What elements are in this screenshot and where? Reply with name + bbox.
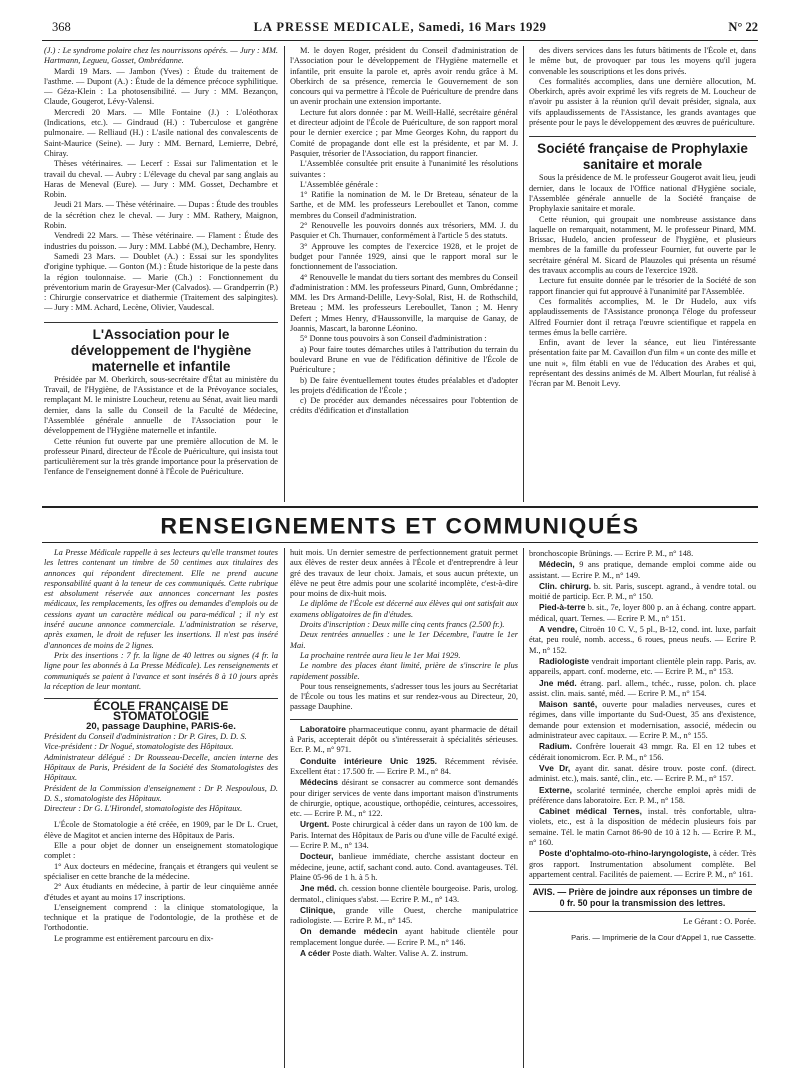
ad-text: banlieue immédiate, cherche assistant docteur en médecine, jeune, actif, sachant cond. auto. Cond. avantageuses. Tél. Plaine 05-96 de 1 h. à 5 h.: [290, 852, 518, 882]
ad-text: vendrait important clientèle plein rapp. Paris, av. appareils, appart. conf. moderne, etc. — Ecrire P. M., n° 153.: [529, 656, 756, 677]
article-paragraph: 5° Donne tous pouvoirs à son Conseil d'administration :: [300, 334, 487, 344]
school-paragraph: huit mois. Un dernier semestre de perfectionnement gratuit permet aux élèves de rester deux années à l'École et d'entreprendre à leur gré des travaux de leur choix. Jamais, et sous aucun prétexte, un élève ne peut être admis pour une scolarité incomplète, c'est-à-dire pour moins de dix-huit mois.: [290, 548, 518, 599]
classified-ad: [290, 926, 518, 948]
article-paragraph: Ces formalités accomplies, dans une dernière allocution, M. Oberkirch, après avoir exprimé les vifs regrets de M. Loucheur de n'avoir pu assister à la réunion qu'il devait présider, signala, aux vifs applaudissements de l'Assistance, les grands avantages que présente pour le pays le développement des œuvres de puériculture.: [529, 76, 756, 128]
classified-ad: [290, 948, 518, 959]
thesis-entry: Samedi 23 Mars. — Doublet (A.) : Essai sur les spondylites d'origine typhique. — Gonton (M.) : Étude historique de la peste dans la région toulonnaise. — Marie (Ch.) : Fonctionnement du préventorium marin de Grayesur-Mer (Calvados). — Grandperrin (P.) : Chirurgie conservatrice et diathermie (Traitement des salpingites). — Jury : MM. Achard, Lecène, Olivier, Vaudescal.: [44, 251, 278, 313]
ad-text: Citroën 10 C. V., 5 pl., B-12, cond. int. luxe, parfait état, peu roulé, nomb. access., 6 roues, pneus neufs. — Ecrire P. M., n° 152.: [529, 625, 756, 655]
thesis-entry: Mardi 19 Mars. — Jambon (Yves) : Étude du traitement de l'asthme. — Dupont (A.) : Étude de la démence précoce syphilitique. — Géza-Klein : La photosensibilité. — Jury : MM. Bezançon, Claude, Gougerot, Lévy-Valensi.: [44, 66, 278, 107]
school-paragraph: L'École de Stomatologie a été créée, en 1909, par le Dr L. Cruet, élève de Magitot et ancien interne des Hôpitaux de Paris.: [44, 820, 278, 840]
ad-text: pharmaceutique connu, ayant pharmacie de détail à Paris, accepterait dépôt ou s'intéresserait à spécialités sérieuses. Ecr. P. M., n° 971.: [290, 724, 518, 755]
ad-heading: Cabinet médical Ternes,: [539, 806, 643, 817]
school-paragraph: 2° Aux étudiants en médecine, à partir de leur cinquième année d'études et ayant au moins 17 inscriptions.: [44, 882, 278, 902]
article-paragraph: 1° Ratifie la nomination de M. le Dr Breteau, sénateur de la Sarthe, et de MM. les professeurs Lereboullet et Tanon, comme membres du Conseil d'administration.: [290, 190, 518, 220]
ad-heading: Médecin,: [539, 559, 575, 570]
banner-rule: [42, 542, 758, 543]
top-column-3: [529, 46, 756, 502]
classified-ad: [290, 756, 518, 778]
classified-ad: [529, 806, 756, 848]
ad-text: b. sit., 7e, loyer 800 p. an à échang. contre appart. médical, quart. Ternes. — Ecrire P. M., n° 151.: [529, 603, 756, 623]
school-paragraph: Le nombre des places étant limité, prière de s'inscrire le plus rapidement possible.: [290, 661, 518, 681]
classified-ad: [290, 905, 518, 927]
section-divider: [44, 698, 278, 699]
ad-text: Récemment révisée. Excellent état : 17.500 fr. — Ecrire P. M., n° 84.: [290, 756, 518, 776]
ad-text: bronchoscopie Brünings. — Ecrire P. M., n° 148.: [529, 549, 694, 558]
ad-text: instal. très confortable, ultra-violets, etc., est à la disposition de médecin plusieurs fois par semaine. Tél. le matin Carnot 86-90 de 10 à 12 h. — Ecrire P. M., n° 160.: [529, 807, 756, 848]
ad-heading: Vve Dr,: [539, 762, 571, 773]
notice-prices: Prix des insertions : 7 fr. la ligne de 40 lettres ou signes (4 fr. la ligne pour les abonnés à La Presse Médicale). Les renseignements et communiqués se paient à l'avance et sont insérés 8 à 10 jours après la réception de leur montant.: [44, 650, 278, 691]
article-paragraph: 4° Renouvelle le mandat du tiers sortant des membres du Conseil d'administration : MM. les professeurs Pinard, Gunn, Ombrédanne ; MM. les Drs Armand-Delille, Levy-Solal, Rist, H. de Rothschild, Breteau ; MM. les professeurs Lereboullet, Tanon ; M. Henry Defert ; Mmes Henry, d'Haussonville, la marquise de Ganay, de Joannis, Mascart, la baronne Léonino.: [290, 272, 518, 334]
journal-name: LA PRESSE MEDICALE,: [253, 20, 415, 34]
article-paragraph: Cette réunion fut ouverte par une première allocution de M. le professeur Pinard, directeur de l'École de Puériculture, qui insista tout particulièrement sur la très grande importance pour la préservation de l'enfance de l'enseignement donné à l'École de Puériculture.: [44, 436, 278, 477]
classified-ad: [529, 699, 756, 741]
article-paragraph: b) De faire éventuellement toutes études préalables et d'adopter les projets d'édification de l'École ;: [290, 375, 518, 395]
ad-heading: Conduite intérieure Unic 1925.: [300, 755, 437, 766]
staff-line: Vice-président : Dr Nogué, stomatologiste des Hôpitaux.: [44, 742, 234, 752]
article-paragraph: M. le doyen Roger, président du Conseil d'administration de l'Association pour le développement de l'Hygiène maternelle et infantile, prit ensuite la parole et, après avoir rendu grâce à M. Oberkirch de sa présence, remercia le Gouvernement de son concours qui va permettre à l'École de Puériculture de prendre dans un avenir prochain une extension importante.: [290, 46, 518, 107]
classified-ad: [529, 559, 756, 581]
article-paragraph: c) De procéder aux demandes nécessaires pour l'obtention de crédits d'édification et d'installation: [290, 396, 518, 416]
classified-ad: [529, 785, 756, 807]
ad-heading: Radium.: [539, 741, 572, 752]
school-paragraph: La prochaine rentrée aura lieu le 1er Mai 1929.: [300, 650, 461, 660]
ad-heading: Poste d'ophtalmo-oto-rhino-laryngologiste,: [539, 848, 711, 859]
school-title: ÉCOLE FRANÇAISE DE STOMATOLOGIE: [93, 699, 229, 724]
ad-text: désirant se consacrer au commerce sont demandés pour diriger services de vente dans important maison d'instruments de chirurgie, optique, acoustique, orthopédie, ceintures, accessoires, etc. — Ecrire P. M., n° 122.: [290, 778, 518, 819]
staff-line: Directeur : Dr G. L'Hirondel, stomatologiste des Hôpitaux.: [44, 804, 243, 814]
school-paragraph: Deux rentrées annuelles : une le 1er Décembre, l'autre le 1er Mai.: [290, 630, 518, 650]
ad-heading: Maison santé,: [539, 699, 598, 710]
bottom-column-3: [529, 548, 756, 1068]
avis-notice: AVIS. — Prière de joindre aux réponses un timbre de 0 fr. 50 pour la transmission des lettres.: [529, 884, 756, 912]
ad-text: Confrère louerait 43 mmgr. Ra. El en 12 tubes et cédérait ionomicrom. Ecr. P. M., n° 156.: [529, 742, 756, 762]
ad-heading: Clin. chirurg.: [539, 580, 592, 591]
ad-heading: A céder: [300, 947, 331, 958]
top-column-1: [44, 46, 278, 502]
article-paragraph: L'Assemblée générale :: [300, 179, 378, 189]
thesis-entry: Jeudi 21 Mars. — Thèse vétérinaire. — Dupas : Étude des troubles de la sécrétion chez le cheval. — Jury : MM. Rathery, Maignon, Robin.: [44, 200, 278, 231]
ad-text: à céder. Très gros rapport. Instrumentation absolument complète. Bel appartement central. Facilités de paiement. — Ecrire P. M., n° 161.: [529, 849, 756, 879]
classified-ad: [529, 624, 756, 656]
ad-heading: On demande médecin: [300, 926, 398, 937]
classified-ad: [290, 819, 518, 851]
school-paragraph: Le programme est entièrement parcouru en dix-: [54, 933, 214, 943]
section-divider: [529, 136, 756, 137]
ad-heading: A vendre,: [539, 624, 578, 635]
school-paragraph: L'enseignement comprend : la clinique stomatologique, la technique et la pratique de l'odontologie, de la prothèse et de l'orthodontie.: [44, 902, 278, 933]
thesis-entry: Vendredi 22 Mars. — Thèse vétérinaire. — Flament : Étude des industries du poisson. — Jury : MM. Labbé (M.), Dechambre, Henry.: [44, 231, 278, 251]
classified-ad: [290, 724, 518, 756]
header-title: [42, 20, 758, 35]
top-column-2: [290, 46, 518, 502]
article-paragraph: Enfin, avant de lever la séance, eut lieu l'intéressante présentation faite par M. Cavaillon d'un film « un conte des mille et une nuit », film établi en vue de l'éducation des Arabes et qui, représentant des dessins animés de M. Albert Mourlan, fut réalisé à l'écran par M. Benoit Levy.: [529, 338, 756, 389]
thesis-entry: Thèses vétérinaires. — Lecerf : Essai sur l'alimentation et le travail du cheval. — Aubry : L'élevage du cheval par sang anglais au Haras de Meneval (Eure). — Jury : MM. Gosset, Dechambre et Robin.: [44, 159, 278, 200]
classified-ad: [529, 741, 756, 763]
ad-heading: Pied-à-terre: [539, 602, 586, 613]
staff-line: Président du Conseil d'administration : Dr P. Gires, D. D. S.: [44, 732, 247, 742]
article-paragraph: Sous la présidence de M. le professeur Gougerot avait lieu, jeudi dernier, dans le locaux de l'Office national d'Hygiène sociale, l'Assemblée générale annuelle de la Société française de Prophylaxie sanitaire et morale.: [529, 173, 756, 214]
classified-ad: [290, 883, 518, 905]
ad-text: 9 ans pratique, demande emploi comme aide ou assistant. — Ecrire P. M., n° 149.: [529, 560, 756, 580]
ad-text: étrang. parl. allem., tchéc., russe, polon. ch. place assist. clin. mais. santé, méd. — Ecrire P. M., n° 154.: [529, 678, 756, 698]
article-paragraph: des divers services dans les futurs bâtiments de l'École et, dans le même but, de provoquer par tous les moyens qu'il jugera convenable les souscriptions et les dons privés.: [529, 46, 756, 76]
ad-heading: Laboratoire: [300, 723, 346, 734]
classified-ad: [529, 581, 756, 603]
ad-heading: Urgent.: [300, 819, 330, 830]
article-paragraph: a) Pour faire toutes démarches utiles à l'attribution du terrain du boulevard Brune en vue de l'édification définitive de l'École de Puériculture ;: [290, 344, 518, 375]
column-rule: [523, 46, 524, 502]
section-banner: RENSEIGNEMENTS ET COMMUNIQUÉS: [160, 513, 640, 539]
header-rule: [42, 40, 758, 41]
ad-text: b. sit. Paris, suscept. agrand., à vendre total. ou moitié de particip. Ecr. P. M., n° 150.: [529, 581, 756, 602]
ad-text: grande ville Ouest, cherche manipulatrice radiologiste. — Ecrire P. M., n° 145.: [290, 905, 518, 926]
ad-heading: Clinique,: [300, 904, 336, 915]
classified-ad: [529, 678, 756, 700]
ad-heading: Médecins: [300, 777, 339, 788]
ad-text: Poste chirurgical à céder dans un rayon de 100 km. de Paris. Internat des Hôpitaux de Paris ou d'une ville de Faculté exigé. — Ecrire P. M., n° 134.: [290, 820, 518, 851]
notice-intro: La Presse Médicale rappelle à ses lecteurs qu'elle transmet toutes les lettres contenant un timbre de 50 centimes aux titulaires des annonces qui répondent directement. Elle ne prend aucune responsabilité quant à la teneur de ces communiqués. Cette rubrique est absolument réservée aux annonces concernant les postes médicaux, les remplacements, les offres ou demandes d'emplois ou de cessions ayant un caractère médical ou para-médical ; il n'y est inséré aucune annonce commerciale. L'administration se réserve, après examen, le droit de refuser les insertions. Il n'est pas inséré d'annonces de moins de 2 lignes.: [44, 548, 278, 650]
article-paragraph: L'Assemblée consultée prit ensuite à l'unanimité les résolutions suivantes :: [290, 159, 518, 179]
article-paragraph: 2° Renouvelle les pouvoirs donnés aux trésoriers, MM. J. du Pasquier et Ch. Thurnauer, conformément à l'article 5 des statuts.: [290, 221, 518, 241]
classified-ad: [290, 777, 518, 819]
article-title: L'Association pour le développement de l'hygiène maternelle et infantile: [70, 326, 252, 374]
classified-ad: [529, 848, 756, 880]
ad-heading: Jne méd.: [539, 677, 577, 688]
article-paragraph: Cette réunion, qui groupait une nombreuse assistance dans laquelle on remarquait, notamment, M. le professeur Pinard, MM. Brissac, Hudelo, ancien professeur de l'hygiène, et plusieurs membres de la famille du professeur Fournier, fut ouverte par le secrétaire général M. Sicard de Plauzoles qui présenta un résumé des travaux accomplis au cours de l'exercice 1928.: [529, 214, 756, 276]
ad-heading: Radiologiste: [539, 655, 590, 666]
article-title: Société française de Prophylaxie sanitaire et morale: [537, 141, 748, 173]
page-number: 368: [52, 20, 71, 34]
ad-text: Poste diath. Walter. Valise A. Z. instrum.: [332, 948, 468, 958]
column-rule: [284, 548, 285, 1068]
column-rule: [523, 548, 524, 1068]
article-paragraph: Présidée par M. Oberkirch, sous-secrétaire d'État au ministère du Travail, de l'Hygiène, de l'Assistance et de la Prévoyance sociales, remplaçant M. le ministre Loucheur, retenu au Sénat, avait lieu mardi dernier, dans la salle du Conseil de la Faculté de Médecine, l'Assemblée générale annuelle de l'Association pour le développement de l'Hygiène maternelle et infantile.: [44, 374, 278, 436]
section-divider: [44, 322, 278, 323]
issue-number: N° 22: [728, 20, 758, 34]
column-rule: [284, 46, 285, 502]
banner-rule: [42, 506, 758, 508]
section-divider: [290, 719, 518, 720]
bottom-column-2: [290, 548, 518, 1068]
ad-heading: Docteur,: [300, 851, 334, 862]
school-paragraph: Le diplôme de l'École est décerné aux élèves qui ont satisfait aux examens obligatoires de fin d'études.: [290, 599, 518, 619]
school-paragraph: Droits d'inscription : Deux mille cinq cents francs (2.500 fr.).: [300, 620, 505, 630]
ad-heading: Externe,: [539, 784, 572, 795]
school-paragraph: Elle a pour objet de donner un enseignement stomatologique complet :: [44, 841, 278, 861]
issue-date: Samedi, 16 Mars 1929: [418, 20, 547, 34]
ad-text: ch. cession bonne clientèle bourgeoise. Paris, urolog. dermatol., cliniques s'abst. — Ecrire P. M., n° 143.: [290, 884, 518, 904]
printer-line: Paris. — Imprimerie de la Cour d'Appel 1, rue Cassette.: [571, 932, 756, 942]
ad-heading: Jne méd.: [300, 883, 337, 894]
gerant-line: Le Gérant : O. Porée.: [683, 916, 756, 927]
classified-ad: [529, 656, 756, 678]
article-paragraph: Lecture fut ensuite donnée par le trésorier de la Société de son rapport financier qui fut approuvé à l'unanimité par l'Assemblée.: [529, 276, 756, 296]
article-paragraph: Lecture fut alors donnée : par M. Weill-Hallé, secrétaire général et directeur adjoint de l'École de Puériculture, de son rapport moral pour le dernier exercice ; par Mme Georges Kohn, du rapport du Comité de propagande dont elle est la présidente, et par M. J. Pasquier, trésorier de l'Association, du rapport financier.: [290, 107, 518, 158]
ad-text: ayant habitude clientèle pour remplacement longue durée. — Ecrire P. M., n° 146.: [290, 927, 518, 947]
school-address: 20, passage Dauphine, PARIS-6e.: [86, 720, 236, 732]
classified-ad: [529, 548, 756, 559]
thesis-entry: (J.) : Le syndrome polaire chez les nourrissons opérés. — Jury : MM. Hartmann, Legueu, Gosset, Ombrédanne.: [44, 46, 278, 66]
thesis-entry: Mercredi 20 Mars. — Mlle Fontaine (J.) : L'oléothorax (Indications, etc.). — Gindraud (H.) : Tuberculose et gangrène pulmonaire. — Relliaud (H.) : L'asile national des convalescents de Saint-Maurice (Seine). — Jury : MM. Bernard, Lemierre, Debré, Chiray.: [44, 107, 278, 158]
staff-line: Président de la Commission d'enseignement : Dr P. Nespoulous, D. D. S., stomatologiste des Hôpitaux.: [44, 783, 278, 803]
ad-text: scolarité terminée, cherche emploi après midi de préférence dans laboratoire. Ecr. P. M., n° 158.: [529, 785, 756, 805]
staff-line: Administrateur délégué : Dr Rousseau-Decelle, ancien interne des Hôpitaux de Paris, Président de la Société des Stomatologistes des Hôpitaux.: [44, 752, 278, 783]
classified-ad: [529, 602, 756, 624]
school-paragraph: 1° Aux docteurs en médecine, français et étrangers qui veulent se spécialiser en cette branche de la médecine.: [44, 861, 278, 881]
ad-text: ayant dir. sanat. désire trouv. poste conf. (direct. administ. etc.), mais. santé, clin., etc. — Ecrire P. M., n° 157.: [529, 763, 756, 784]
article-paragraph: Ces formalités accomplies, M. le Dr Hudelo, aux vifs applaudissements de l'Assistance prononça l'éloge du professeur Alfred Fournier dont il retraça l'œuvre scientifique et rappela en termes émus la belle carrière.: [529, 296, 756, 337]
page-header: [42, 18, 758, 40]
classified-ad: [529, 763, 756, 785]
bottom-column-1: [44, 548, 278, 1068]
article-paragraph: 3° Approuve les comptes de l'exercice 1928, et le projet de budget pour l'année 1929, ainsi que le rapport moral sur le fonctionnement de l'association.: [290, 241, 518, 272]
ad-text: ouverte pour maladies nerveuses, cures et régimes, dans ville importante du Sud-Ouest, 35 ans d'existence, demande pour extension et modernisation, associé, médecin ou administrateur avec capitaux. — Ecrire P. M., n° 155.: [529, 700, 756, 741]
school-paragraph: Pour tous renseignements, s'adresser tous les jours au Secrétariat de l'École ou tous les matins et sur rendez-vous au Directeur, 20, passage Dauphine.: [290, 681, 518, 712]
classified-ad: [290, 851, 518, 883]
